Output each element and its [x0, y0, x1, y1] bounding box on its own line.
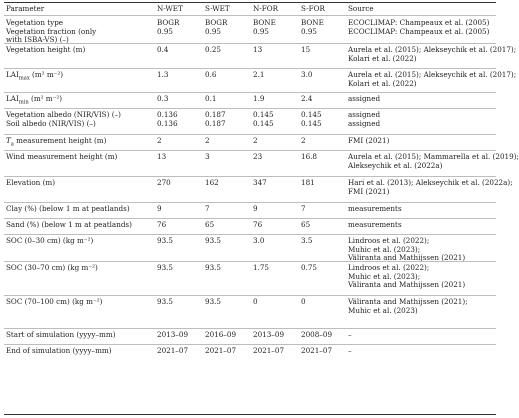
cell-s-for: 2021–07	[301, 346, 333, 355]
cell-s-for: 0.145	[301, 118, 322, 128]
cell-source: assigned	[348, 94, 381, 103]
cell-source: measurements	[348, 204, 402, 213]
cell-parameter: SOC (70–100 cm) (kg m⁻²)	[6, 297, 103, 306]
cell-source: Aurela et al. (2015); Alekseychik et al. (2017);	[348, 70, 517, 79]
cell-source: Väliranta and Mathijssen (2021)	[348, 253, 466, 263]
cell-source: Muhic et al. (2023);	[348, 244, 421, 254]
cell-s-for: 15	[301, 45, 311, 54]
cell-s-wet: 0.187	[205, 118, 226, 128]
cell-s-wet: 2016–09	[205, 330, 237, 339]
row-rule	[4, 134, 496, 135]
row-rule	[4, 261, 496, 262]
cell-n-wet: 1.3	[157, 70, 169, 79]
cell-n-wet: BOGR	[157, 18, 180, 27]
cell-source: Väliranta and Mathijssen (2021);	[348, 297, 468, 306]
cell-s-for: 2008–09	[301, 330, 333, 339]
cell-n-for: 0.145	[253, 110, 274, 119]
cell-n-wet: 0.136	[157, 118, 178, 128]
cell-source: ECOCLIMAP: Champeaux et al. (2005)	[348, 26, 490, 36]
cell-source: Alekseychik et al. (2022a)	[348, 160, 443, 170]
cell-n-wet: 2	[157, 136, 162, 145]
cell-s-for: 0	[301, 297, 306, 306]
cell-parameter: SOC (30–70 cm) (kg m⁻²)	[6, 263, 98, 272]
header-n-for: N-FOR	[253, 4, 279, 13]
cell-source: FMI (2021)	[348, 186, 390, 196]
cell-s-for: 3.0	[301, 70, 313, 79]
row-rule	[4, 43, 496, 44]
cell-s-for: 3.5	[301, 236, 313, 245]
header-n-wet: N-WET	[157, 4, 183, 13]
cell-source: Muhic et al. (2023);	[348, 271, 421, 281]
cell-parameter: Soil albedo (NIR/VIS) (–)	[6, 118, 96, 128]
row-rule	[4, 150, 496, 151]
cell-source: Lindroos et al. (2022);	[348, 236, 430, 245]
cell-n-wet: 93.5	[157, 297, 174, 306]
cell-source: assigned	[348, 118, 381, 128]
cell-s-wet: 2	[205, 136, 210, 145]
cell-n-for: 347	[253, 178, 267, 187]
cell-n-for: 0.95	[253, 26, 270, 36]
table-bottom-rule	[4, 414, 496, 415]
cell-s-wet: 0.6	[205, 70, 217, 79]
cell-s-wet: 2021–07	[205, 346, 237, 355]
row-rule	[4, 295, 496, 296]
cell-s-wet: 65	[205, 220, 215, 229]
cell-n-wet: 93.5	[157, 236, 174, 245]
cell-source: FMI (2021)	[348, 136, 390, 145]
header-s-wet: S-WET	[205, 4, 230, 13]
cell-s-wet: 0.187	[205, 110, 226, 119]
row-rule	[4, 202, 496, 203]
cell-parameter: $T_a$ measurement height (m)	[6, 136, 107, 148]
cell-s-wet: 93.5	[205, 236, 222, 245]
cell-source: Aurela et al. (2015); Alekseychik et al. (2017);	[348, 45, 517, 54]
row-rule	[4, 92, 496, 93]
cell-s-for: 2.4	[301, 94, 313, 103]
cell-parameter: $LAI_{max}$ (m² m⁻²)	[6, 70, 64, 82]
cell-source: measurements	[348, 220, 402, 229]
cell-source: Kolari et al. (2022)	[348, 53, 417, 63]
cell-parameter: Start of simulation (yyyy–mm)	[6, 330, 116, 339]
cell-s-for: BONE	[301, 18, 324, 27]
cell-n-for: 0	[253, 297, 258, 306]
cell-n-wet: 76	[157, 220, 167, 229]
cell-source: Lindroos et al. (2022);	[348, 263, 430, 272]
cell-s-wet: 162	[205, 178, 219, 187]
cell-n-wet: 93.5	[157, 263, 174, 272]
cell-n-for: 9	[253, 204, 258, 213]
cell-n-for: 13	[253, 45, 263, 54]
cell-s-wet: 0.95	[205, 26, 222, 36]
cell-n-for: 2	[253, 136, 258, 145]
row-rule	[4, 108, 496, 109]
cell-s-for: 65	[301, 220, 311, 229]
cell-n-for: 0.145	[253, 118, 274, 128]
header-rule	[4, 15, 496, 16]
cell-source: Väliranta and Mathijssen (2021)	[348, 280, 466, 290]
cell-n-wet: 0.95	[157, 26, 174, 36]
row-rule	[4, 344, 496, 345]
cell-source: Hari et al. (2013); Alekseychik et al. (2022a);	[348, 178, 513, 187]
cell-parameter: SOC (0–30 cm) (kg m⁻²)	[6, 236, 94, 245]
cell-n-for: 2013–09	[253, 330, 285, 339]
cell-s-for: 2	[301, 136, 306, 145]
cell-s-for: 0.95	[301, 26, 318, 36]
table-top-rule	[4, 2, 496, 3]
cell-s-for: 181	[301, 178, 315, 187]
cell-n-wet: 0.4	[157, 45, 169, 54]
cell-parameter: Wind measurement height (m)	[6, 152, 118, 161]
cell-parameter: Vegetation type	[6, 18, 64, 27]
cell-parameter: Elevation (m)	[6, 178, 55, 187]
cell-s-wet: 0.25	[205, 45, 222, 54]
cell-source: Aurela et al. (2015); Mammarella et al. (2019);	[348, 152, 519, 161]
row-rule	[4, 68, 496, 69]
header-s-for: S-FOR	[301, 4, 325, 13]
cell-n-wet: 2021–07	[157, 346, 189, 355]
cell-n-wet: 2013–09	[157, 330, 189, 339]
cell-s-for: 16.8	[301, 152, 318, 161]
cell-n-wet: 0.3	[157, 94, 169, 103]
row-rule	[4, 234, 496, 235]
cell-n-for: 2.1	[253, 70, 265, 79]
cell-source: assigned	[348, 110, 381, 119]
row-rule	[4, 218, 496, 219]
row-rule	[4, 176, 496, 177]
cell-s-for: 7	[301, 204, 306, 213]
cell-n-wet: 270	[157, 178, 171, 187]
cell-s-wet: 0.1	[205, 94, 217, 103]
cell-n-for: 3.0	[253, 236, 265, 245]
cell-s-wet: 3	[205, 152, 210, 161]
cell-n-wet: 13	[157, 152, 167, 161]
cell-s-wet: 93.5	[205, 263, 222, 272]
cell-parameter: $LAI_{min}$ (m² m⁻²)	[6, 94, 63, 106]
row-rule	[4, 328, 496, 329]
cell-parameter: Vegetation fraction (only	[6, 26, 97, 36]
cell-n-for: 2021–07	[253, 346, 285, 355]
cell-source: Kolari et al. (2022)	[348, 78, 417, 88]
header-parameter: Parameter	[6, 4, 45, 13]
cell-parameter: Vegetation height (m)	[6, 45, 86, 54]
cell-source: –	[348, 330, 352, 339]
cell-parameter: with ISBA-VS) (–)	[6, 35, 69, 45]
cell-s-wet: 7	[205, 204, 210, 213]
cell-s-for: 0.75	[301, 263, 318, 272]
cell-source: –	[348, 346, 352, 355]
header-source: Source	[348, 4, 374, 13]
cell-s-for: 0.145	[301, 110, 322, 119]
cell-s-wet: 93.5	[205, 297, 222, 306]
cell-n-for: 23	[253, 152, 263, 161]
cell-n-for: BONE	[253, 18, 276, 27]
cell-source: ECOCLIMAP: Champeaux et al. (2005)	[348, 18, 490, 27]
cell-n-for: 1.9	[253, 94, 265, 103]
cell-n-for: 76	[253, 220, 263, 229]
cell-parameter: Sand (%) (below 1 m at peatlands)	[6, 220, 132, 229]
cell-parameter: Clay (%) (below 1 m at peatlands)	[6, 204, 130, 213]
cell-source: Muhic et al. (2023)	[348, 305, 418, 315]
cell-n-for: 1.75	[253, 263, 270, 272]
cell-n-wet: 0.136	[157, 110, 178, 119]
cell-parameter: Vegetation albedo (NIR/VIS) (–)	[6, 110, 121, 119]
cell-parameter: End of simulation (yyyy–mm)	[6, 346, 112, 355]
cell-n-wet: 9	[157, 204, 162, 213]
cell-s-wet: BOGR	[205, 18, 228, 27]
